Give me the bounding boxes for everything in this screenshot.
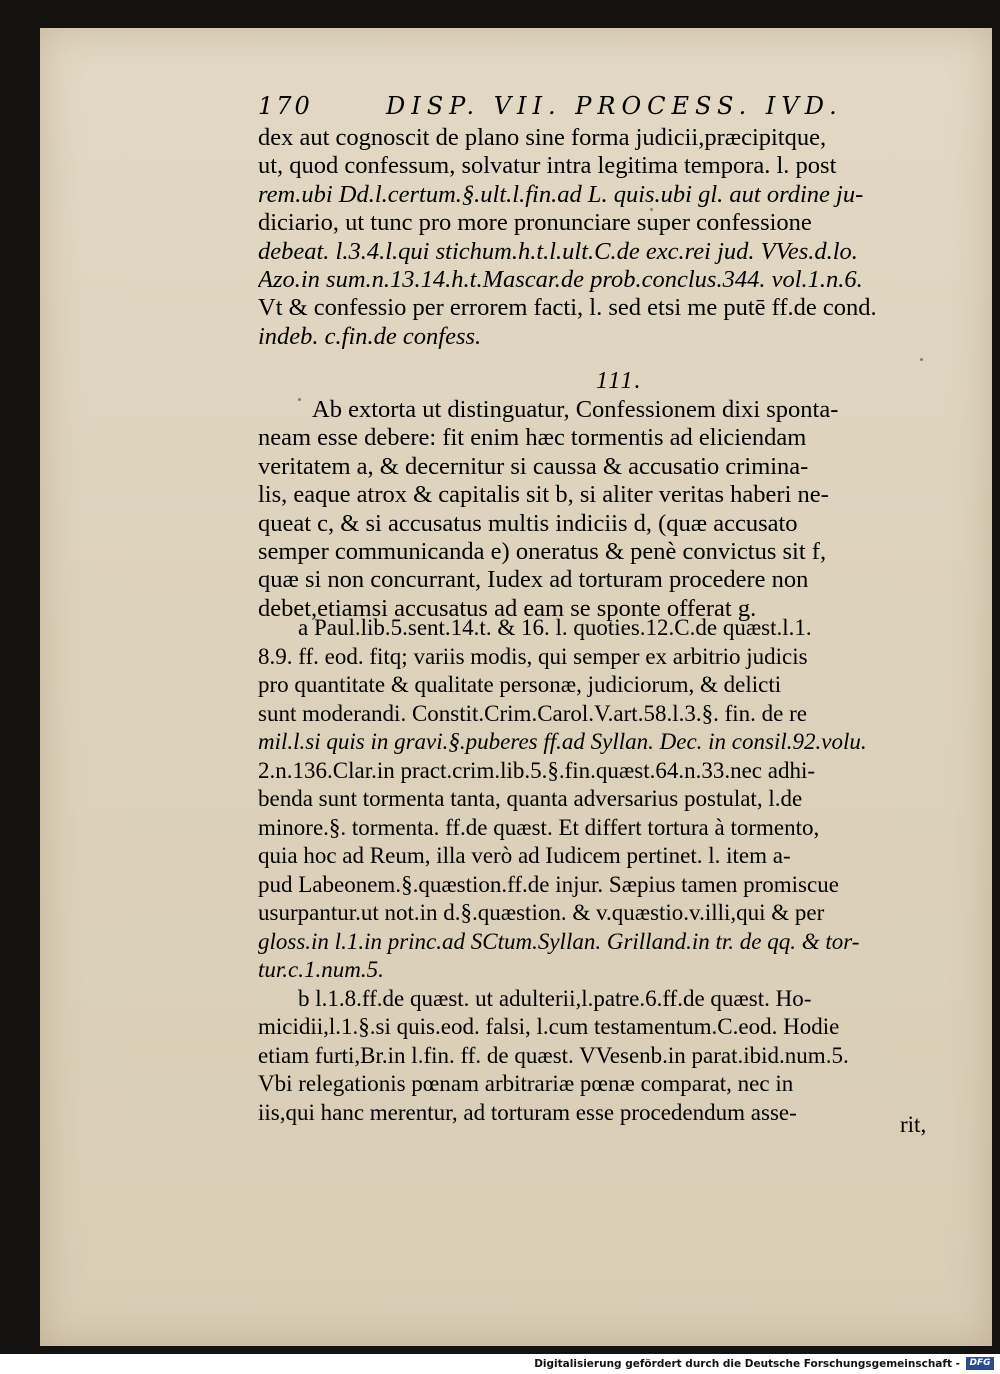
page-number: 170 <box>258 92 313 120</box>
text-line: quæ si non concurrant, Iudex ad torturam procedere non <box>258 566 809 594</box>
digitization-footer <box>0 1354 1000 1374</box>
text-line: indeb. c.fin.de confess. <box>258 322 482 350</box>
note-line: b l.1.8.ff.de quæst. ut adulterii,l.patre.6.ff.de quæst. Ho- <box>298 985 812 1011</box>
note-line: minore.§. tormenta. ff.de quæst. Et differt tortura à tormento, <box>258 814 820 840</box>
funding-credit: Digitalisierung gefördert durch die Deutsche Forschungsgemeinschaft - <box>534 1358 960 1370</box>
text-line: ut, quod confessum, solvatur intra legitima tempora. l. post <box>258 152 837 180</box>
note-line: 8.9. ff. eod. fitq; variis modis, qui semper ex arbitrio judicis <box>258 643 808 669</box>
note-line: quia hoc ad Reum, illa verò ad Iudicem pertinet. l. item a- <box>258 843 791 868</box>
dfg-logo: DFG <box>966 1357 994 1370</box>
text-line: rem.ubi Dd.l.certum.§.ult.l.fin.ad L. quis.ubi gl. aut ordine ju- <box>258 180 864 208</box>
note-line: tur.c.1.num.5. <box>258 957 384 982</box>
text-line: lis, eaque atrox & capitalis sit b, si aliter veritas haberi ne- <box>258 481 829 509</box>
note-line: mil.l.si quis in gravi.§.puberes ff.ad Syllan. Dec. in consil.92.volu. <box>258 729 867 754</box>
note-line: 2.n.136.Clar.in pract.crim.lib.5.§.fin.quæst.64.n.33.nec adhi- <box>258 757 816 783</box>
paragraph-continuation <box>258 124 948 351</box>
note-line: pro quantitate & qualitate personæ, judiciorum, & delicti <box>258 672 782 697</box>
note-line: Vbi relegationis pœnam arbitrariæ pœnæ comparat, nec in <box>258 1071 794 1096</box>
note-line: benda sunt tormenta tanta, quanta adversarius postulat, l.de <box>258 786 803 811</box>
text-line: diciario, ut tunc pro more pronunciare super confessione <box>258 209 812 237</box>
section-number: 111. <box>596 368 643 394</box>
paragraph-main <box>258 396 948 623</box>
note-line: sunt moderandi. Constit.Crim.Carol.V.art.58.l.3.§. fin. de re <box>258 700 807 726</box>
text-line: neam esse debere: fit enim hæc tormentis ad eliciendam <box>258 424 807 452</box>
running-title: DISP. VII. PROCESS. IVD. <box>386 92 843 120</box>
note-line: gloss.in l.1.in princ.ad SCtum.Syllan. Grilland.in tr. de qq. & tor- <box>258 928 860 954</box>
text-line: veritatem a, & decernitur si caussa & accusatio crimina- <box>258 452 809 480</box>
text-line: Ab extorta ut distinguatur, Confessionem dixi sponta- <box>312 396 839 423</box>
text-line: semper communicanda e) oneratus & penè convictus sit f, <box>258 538 827 566</box>
footnotes <box>258 614 948 1127</box>
text-line: Vt & confessio per errorem facti, l. sed etsi me putē ff.de cond. <box>258 294 877 322</box>
note-line: pud Labeonem.§.quæstion.ff.de injur. Sæpius tamen promiscue <box>258 871 839 897</box>
text-line: debet,etiamsi accusatus ad eam se sponte offerat g. <box>258 594 757 622</box>
catchword: rit, <box>900 1112 927 1137</box>
note-line: etiam furti,Br.in l.fin. ff. de quæst. VVesenb.in parat.ibid.num.5. <box>258 1042 849 1068</box>
paper-speck <box>920 358 923 361</box>
note-line: a Paul.lib.5.sent.14.t. & 16. l. quoties.12.C.de quæst.l.1. <box>298 615 812 640</box>
text-line: queat c, & si accusatus multis indiciis d, (quæ accusato <box>258 509 798 537</box>
text-line: Azo.in sum.n.13.14.h.t.Mascar.de prob.conclus.344. vol.1.n.6. <box>258 266 863 294</box>
text-line: debeat. l.3.4.l.qui stichum.h.t.l.ult.C.de exc.rei jud. VVes.d.lo. <box>258 237 858 265</box>
note-line: micidii,l.1.§.si quis.eod. falsi, l.cum testamentum.C.eod. Hodie <box>258 1014 840 1039</box>
note-line: usurpantur.ut not.in d.§.quæstion. & v.quæstio.v.illi,qui & per <box>258 900 825 925</box>
note-line: iis,qui hanc merentur, ad torturam esse procedendum asse- <box>258 1099 797 1125</box>
text-line: dex aut cognoscit de plano sine forma judicii,præcipitque, <box>258 124 827 151</box>
